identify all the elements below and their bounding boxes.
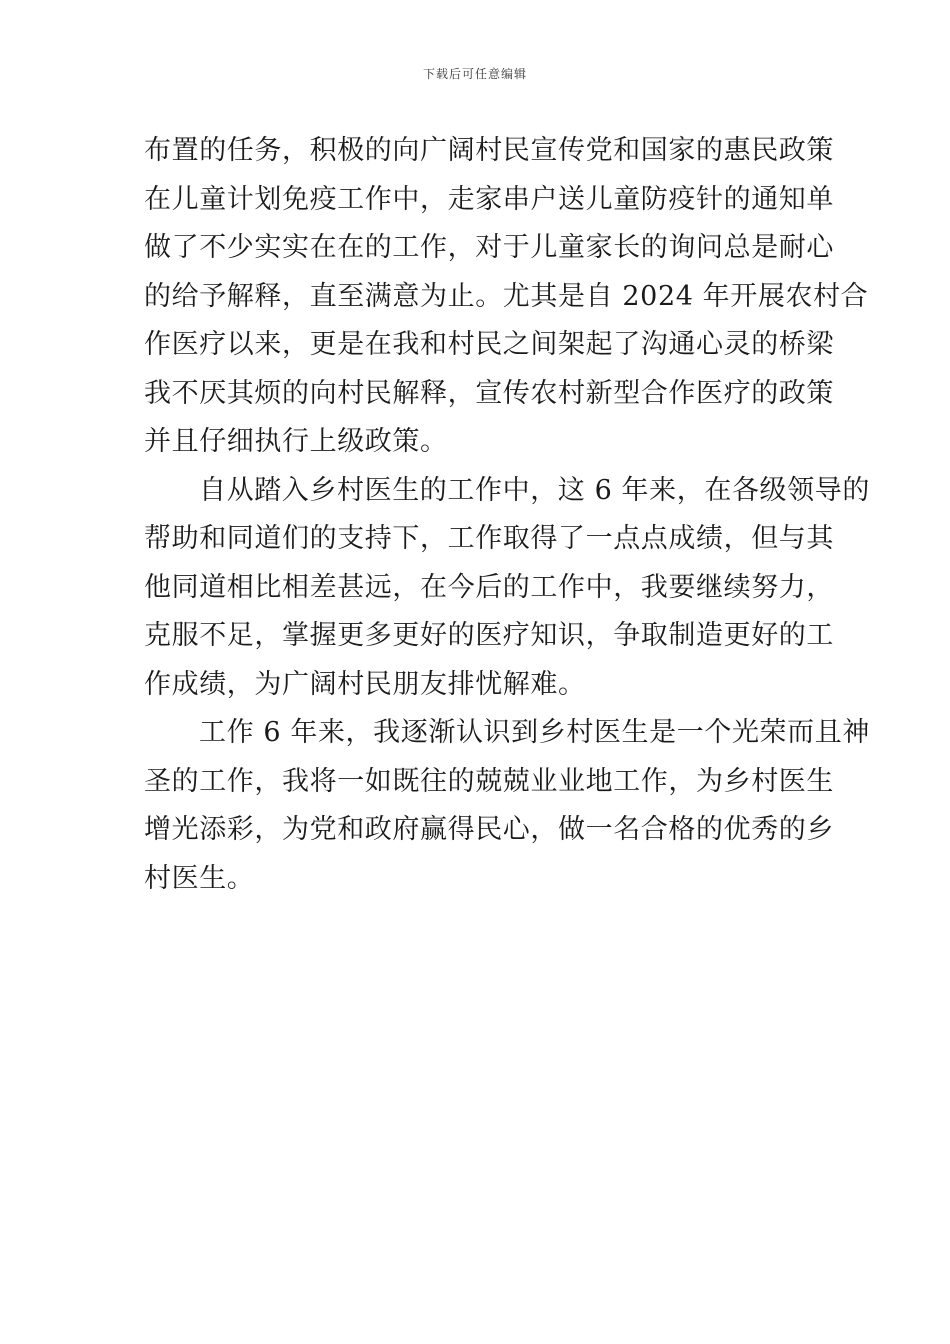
document-body <box>144 127 870 903</box>
text-line: 并且仔细执行上级政策。 <box>144 426 448 457</box>
text-line: 作成绩，为广阔村民朋友排忧解难。 <box>144 668 586 700</box>
text-line: 的给予解释，直至满意为止。尤其是自 2024 年开展农村合 <box>144 280 869 312</box>
text-line-first: 自从踏入乡村医生的工作中，这 6 年来，在各级领导的 <box>199 474 870 506</box>
text-line: 村医生。 <box>144 862 255 894</box>
page-header: 下载后可任意编辑 <box>422 67 527 81</box>
text-line: 做了不少实实在在的工作，对于儿童家长的询问总是耐心 <box>144 232 834 263</box>
paragraph-2 <box>144 467 870 710</box>
text-line-first: 工作 6 年来，我逐渐认识到乡村医生是一个光荣而且神 <box>199 717 870 748</box>
text-line: 圣的工作，我将一如既往的兢兢业业地工作，为乡村医生 <box>144 765 834 797</box>
text-line: 克服不足，掌握更多更好的医疗知识，争取制造更好的工 <box>144 620 834 651</box>
paragraph-3 <box>144 709 870 903</box>
paragraph-1 <box>144 127 869 467</box>
text-line: 帮助和同道们的支持下，工作取得了一点点成绩，但与其 <box>144 523 834 554</box>
text-line: 我不厌其烦的向村民解释，宣传农村新型合作医疗的政策 <box>144 377 834 409</box>
text-line: 作医疗以来，更是在我和村民之间架起了沟通心灵的桥梁 <box>144 329 834 360</box>
text-line: 增光添彩，为党和政府赢得民心，做一名合格的优秀的乡 <box>144 814 834 845</box>
text-line: 他同道相比相差甚远，在今后的工作中，我要继续努力， <box>144 571 834 603</box>
text-line: 布置的任务，积极的向广阔村民宣传党和国家的惠民政策 <box>144 135 834 166</box>
text-line: 在儿童计划免疫工作中，走家串户送儿童防疫针的通知单 <box>144 183 834 215</box>
